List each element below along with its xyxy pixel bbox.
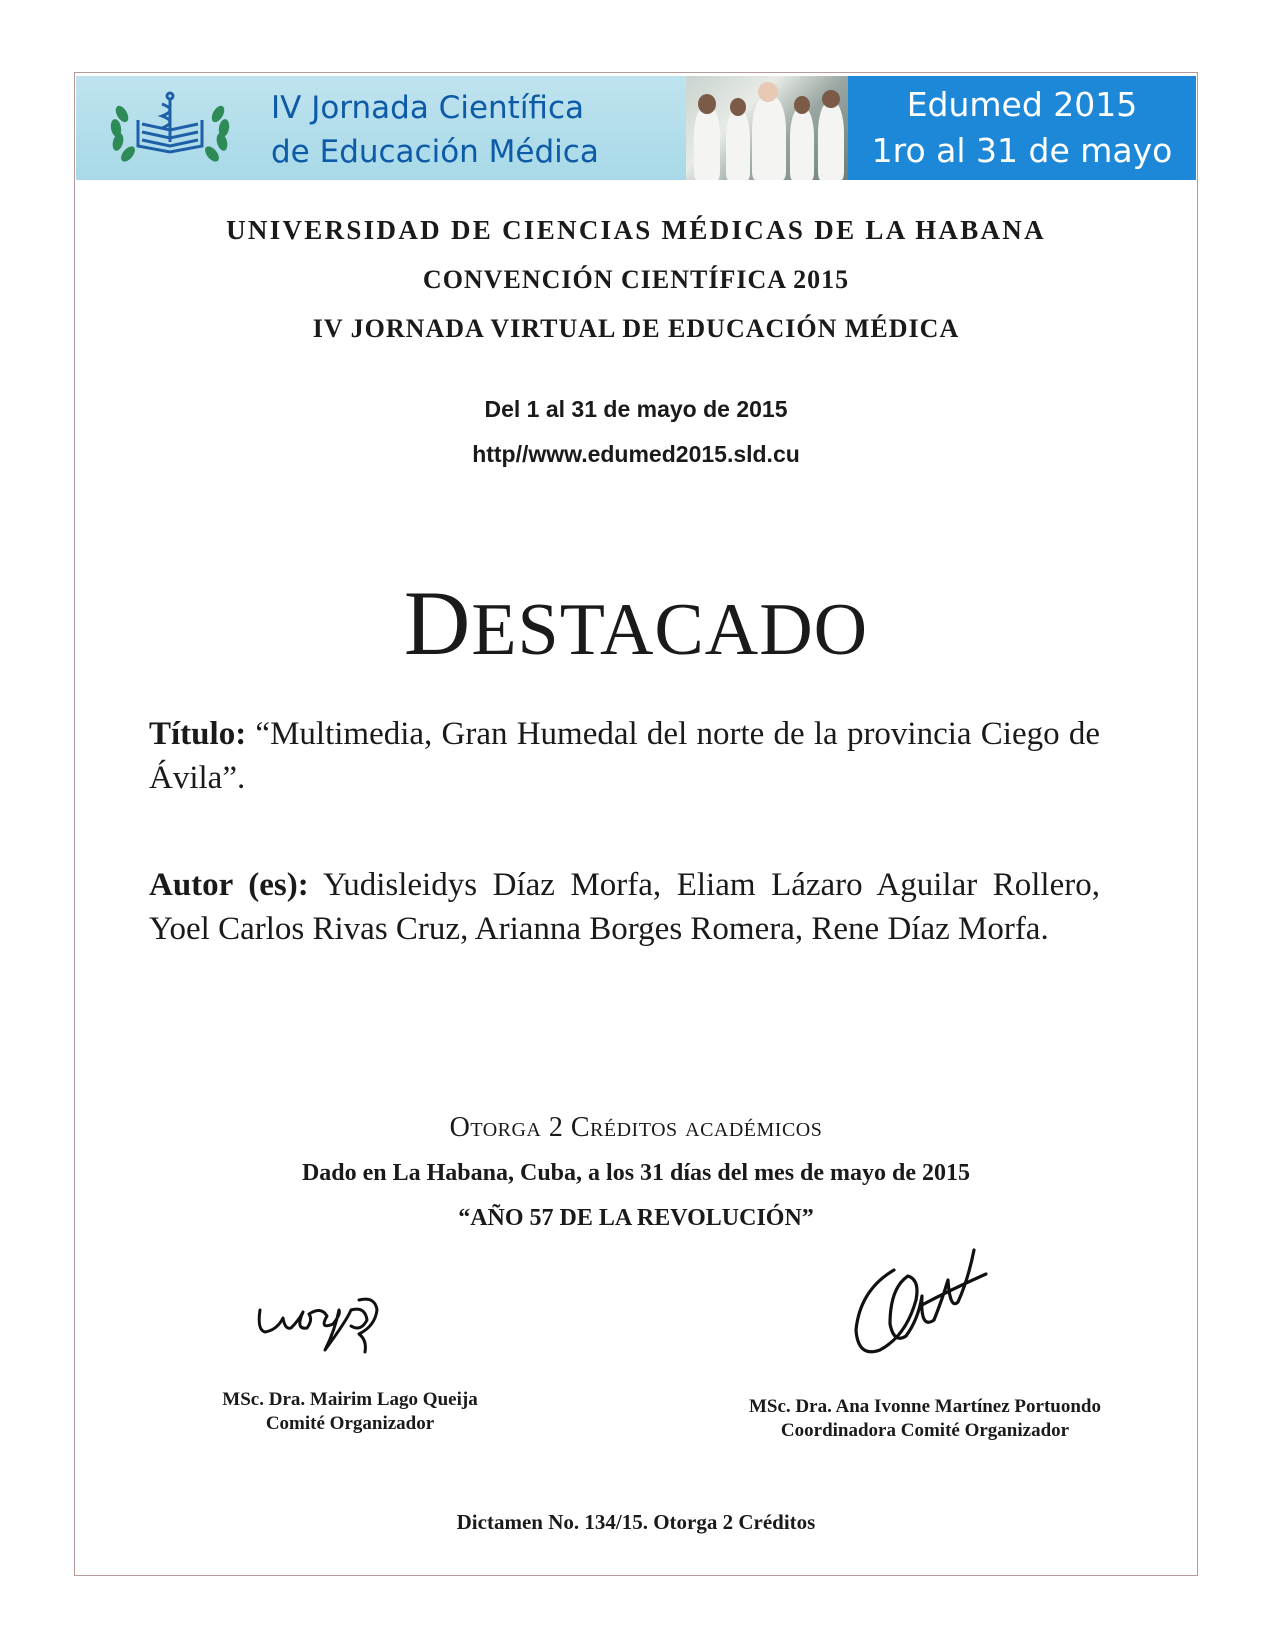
- event-banner: [76, 76, 1196, 180]
- work-authors-label: Autor (es):: [149, 867, 309, 903]
- award-title-rest: ESTACADO: [471, 589, 869, 671]
- signatory-1-name: MSc. Dra. Mairim Lago Queija: [222, 1389, 478, 1410]
- signature-1-icon: [255, 1290, 405, 1365]
- laurel-book-logo-icon: [100, 84, 240, 172]
- banner-date-panel: [848, 76, 1196, 180]
- convention-name: CONVENCIÓN CIENTÍFICA 2015: [422, 265, 850, 294]
- work-title: [149, 712, 1100, 800]
- award-title: [76, 570, 1196, 676]
- dictamen-number: Dictamen No. 134/15. Otorga 2 Créditos: [456, 1510, 816, 1534]
- work-title-value: “Multimedia, Gran Humedal del norte de la provincia Ciego de Ávila”.: [149, 716, 1100, 796]
- signatory-2: [700, 1395, 1150, 1443]
- signatory-2-role: Coordinadora Comité Organizador: [780, 1420, 1070, 1441]
- banner-dates: [848, 82, 1196, 174]
- banner-title-line2: de Educación Médica: [271, 134, 599, 170]
- work-authors: [149, 863, 1100, 951]
- event-name: Edumed 2015: [906, 85, 1138, 124]
- university-name: UNIVERSIDAD DE CIENCIAS MÉDICAS DE LA HABANA: [226, 215, 1046, 245]
- work-title-label: Título:: [149, 716, 247, 752]
- signature-2-icon: [850, 1240, 990, 1365]
- jornada-name: IV JORNADA VIRTUAL DE EDUCACIÓN MÉDICA: [312, 314, 960, 343]
- credits-statement: Otorga 2 Créditos académicos: [449, 1112, 823, 1143]
- event-url: http//www.edumed2015.sld.cu: [472, 441, 800, 467]
- work-authors-value: Yudisleidys Díaz Morfa, Eliam Lázaro Aguilar Rollero, Yoel Carlos Rivas Cruz, Arianna Borges Romera, Rene Díaz Morfa.: [149, 867, 1100, 947]
- signatory-1: [180, 1388, 520, 1436]
- year-motto: “AÑO 57 DE LA REVOLUCIÓN”: [458, 1205, 814, 1231]
- event-date-range: Del 1 al 31 de mayo de 2015: [484, 396, 788, 422]
- signatory-2-name: MSc. Dra. Ana Ivonne Martínez Portuondo: [748, 1396, 1101, 1417]
- banner-title-line1: IV Jornada Científica: [271, 90, 584, 126]
- issued-statement: Dado en La Habana, Cuba, a los 31 días del mes de mayo de 2015: [301, 1160, 971, 1186]
- certificate-frame: [74, 72, 1198, 1576]
- banner-title-panel: [76, 76, 686, 180]
- signatory-1-role: Comité Organizador: [265, 1413, 435, 1434]
- event-dates: 1ro al 31 de mayo: [871, 131, 1173, 170]
- banner-title: [271, 86, 599, 174]
- award-title-initial: D: [403, 572, 472, 674]
- banner-photo: [686, 76, 848, 180]
